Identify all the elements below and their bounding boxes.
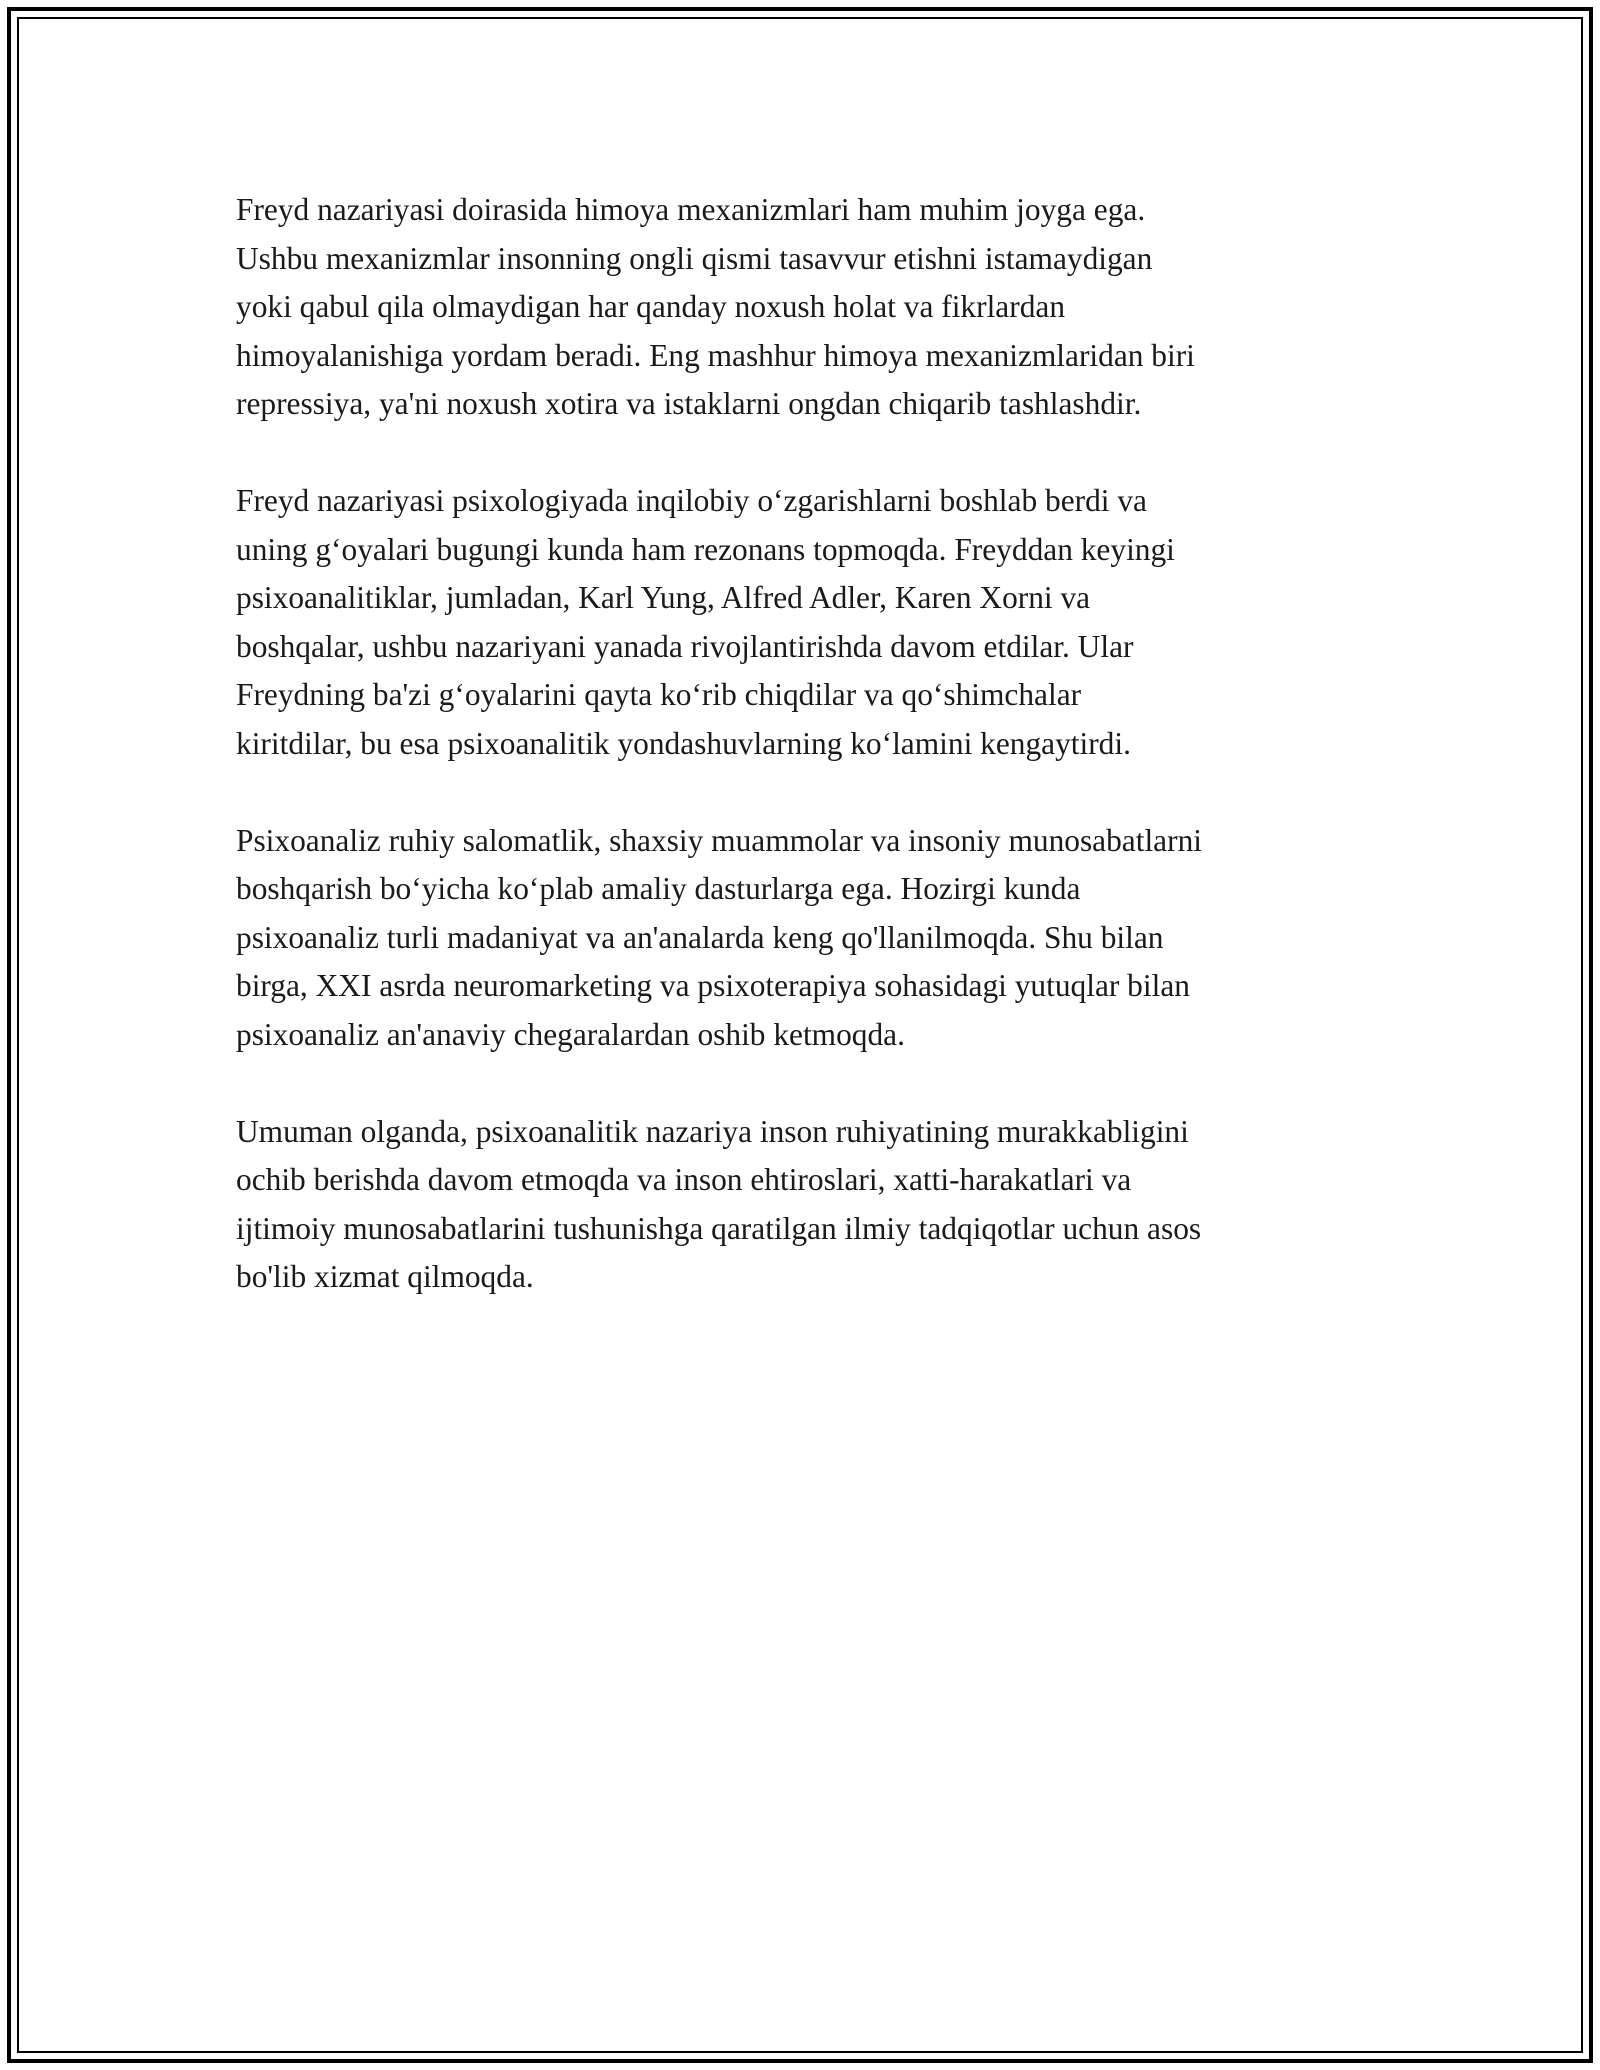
paragraph-defense-mechanisms: Freyd nazariyasi doirasida himoya mexanizmlari ham muhim joyga ega. Ushbu mexanizmlar insonning ongli qismi tasavvur etishni istamaydigan yoki qabul qila olmaydigan har qanday noxush holat va fikrlardan himoyalanishiga yordam beradi. Eng mashhur himoya mexanizmlaridan biri repressiya, ya'ni noxush xotira va istaklarni ongdan chiqarib tashlashdir. <box>236 192 1195 421</box>
document-body <box>236 186 1386 1350</box>
paragraph-freud-legacy: Freyd nazariyasi psixologiyada inqilobiy o‘zgarishlarni boshlab berdi va uning g‘oyalari bugungi kunda ham rezonans topmoqda. Freyddan keyingi psixoanalitiklar, jumladan, Karl Yung, Alfred Adler, Karen Xorni va boshqalar, ushbu nazariyani yanada rivojlantirishda davom etdilar. Ular Freydning ba'zi g‘oyalarini qayta ko‘rib chiqdilar va qo‘shimchalar kiritdilar, bu esa psixoanalitik yondashuvlarning ko‘lamini kengaytirdi. <box>236 483 1175 761</box>
paragraph-practical-applications: Psixoanaliz ruhiy salomatlik, shaxsiy muammolar va insoniy munosabatlarni boshqarish bo‘yicha ko‘plab amaliy dasturlarga ega. Hozirgi kunda psixoanaliz turli madaniyat va an'analarda keng qo'llanilmoqda. Shu bilan birga, XXI asrda neuromarketing va psixoterapiya sohasidagi yutuqlar bilan psixoanaliz an'anaviy chegaralardan oshib ketmoqda. <box>236 822 1202 1052</box>
paragraph-conclusion: Umuman olganda, psixoanalitik nazariya inson ruhiyatining murakkabligini ochib berishda davom etmoqda va inson ehtiroslari, xatti-harakatlari va ijtimoiy munosabatlarini tushunishga qaratilgan ilmiy tadqiqotlar uchun asos bo'lib xizmat qilmoqda. <box>236 1113 1202 1294</box>
